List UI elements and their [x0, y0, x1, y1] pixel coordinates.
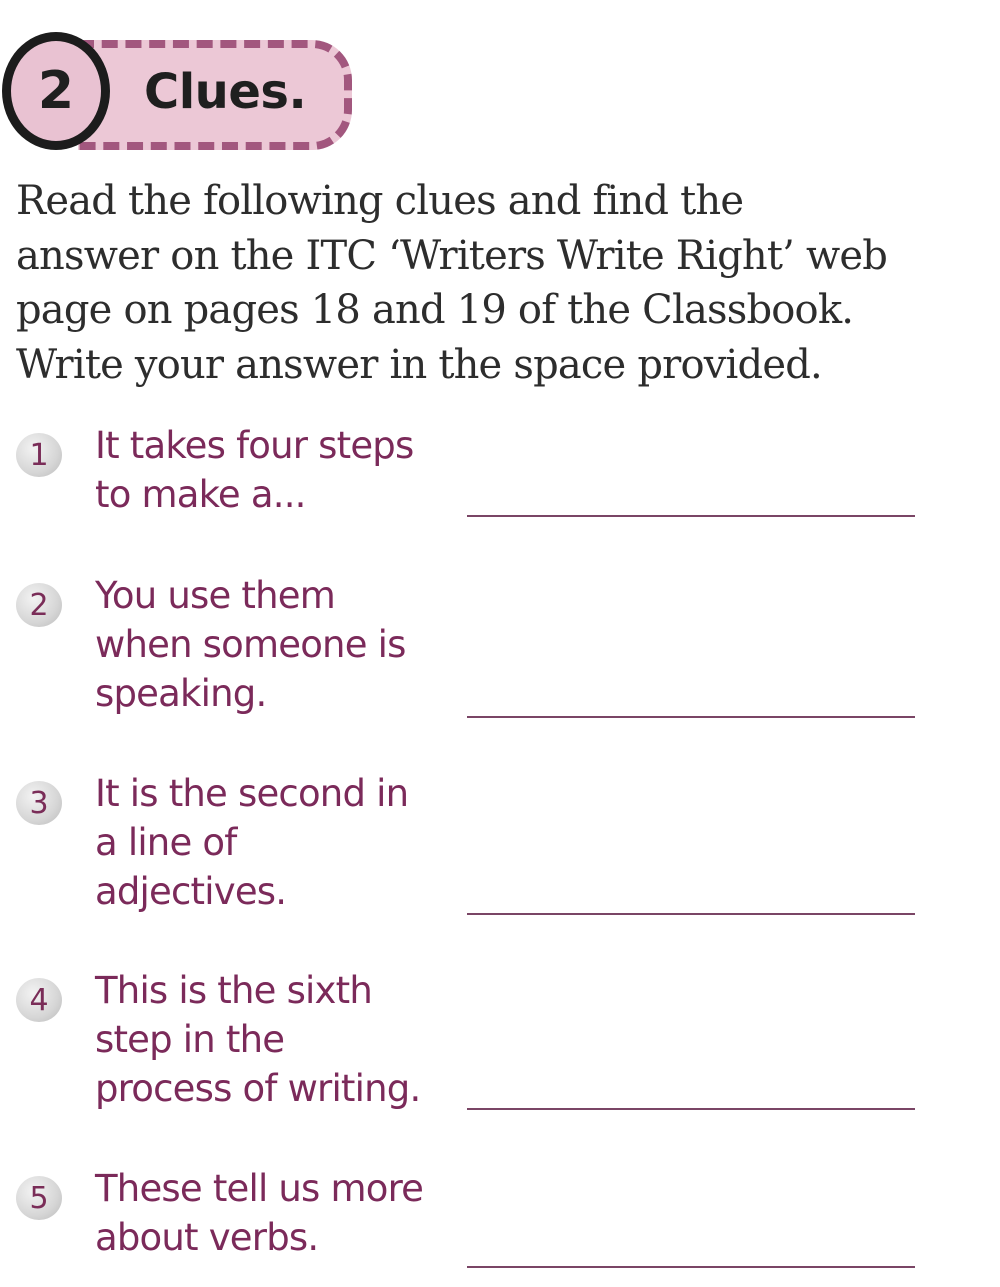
clue-text-line: process of writing.	[95, 1067, 421, 1110]
answer-line-3[interactable]	[467, 913, 915, 915]
instruction-line: answer on the ITC ‘Writers Write Right’ web	[16, 232, 888, 279]
instruction-line: Write your answer in the space provided.	[16, 341, 822, 388]
answer-line-4[interactable]	[467, 1108, 915, 1110]
instruction-line: Read the following clues and find the	[16, 178, 744, 224]
clue-text-line: speaking.	[95, 672, 267, 715]
clue-text-line: adjectives.	[95, 870, 287, 913]
clue-text	[95, 1164, 423, 1262]
clue-number-badge: 4	[16, 978, 62, 1022]
clue-number-badge: 2	[16, 583, 62, 627]
clue-text	[95, 571, 406, 718]
answer-line-2[interactable]	[467, 716, 915, 718]
clue-number-badge: 5	[16, 1176, 62, 1220]
clue-text-line: It is the second in	[95, 772, 409, 815]
clue-text-line: step in the	[95, 1018, 285, 1061]
clue-text	[95, 966, 420, 1113]
section-number-badge: 2	[2, 32, 110, 150]
clue-text	[95, 421, 413, 519]
clue-text-line: a line of	[95, 821, 237, 864]
instruction-line: page on pages 18 and 19 of the Classbook.	[16, 287, 854, 333]
section-title: Clues.	[144, 64, 307, 120]
clue-number-badge: 3	[16, 781, 62, 825]
answer-line-1[interactable]	[467, 515, 915, 517]
instructions	[16, 174, 916, 392]
clue-text-line: These tell us more	[95, 1167, 424, 1210]
clue-text-line: It takes four steps	[95, 424, 414, 467]
clue-text-line: You use them	[95, 574, 335, 617]
answer-line-5[interactable]	[467, 1266, 915, 1268]
section-header	[0, 0, 420, 170]
clue-text-line: This is the sixth	[95, 969, 372, 1012]
clue-text-line: to make a...	[95, 473, 306, 516]
clue-text-line: when someone is	[95, 623, 406, 666]
clue-text	[95, 769, 408, 916]
clue-text-line: about verbs.	[95, 1216, 319, 1259]
clue-number-badge: 1	[16, 433, 62, 477]
